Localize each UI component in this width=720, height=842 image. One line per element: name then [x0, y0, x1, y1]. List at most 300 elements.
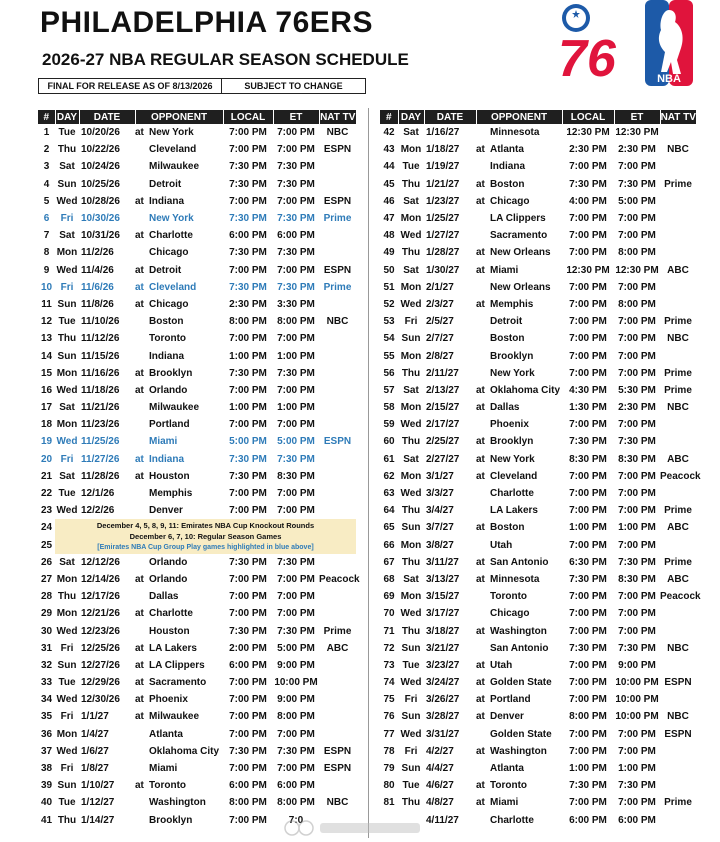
game-opponent: [476, 743, 562, 760]
national-tv: [319, 399, 356, 416]
game-number: 7: [43, 230, 50, 242]
game-day: Sun: [57, 659, 77, 671]
game-day: Mon: [400, 591, 422, 603]
game-row: [380, 451, 696, 468]
game-date: 12/14/26: [81, 573, 120, 585]
national-tv: [660, 760, 696, 777]
game-row: [38, 485, 356, 502]
local-time: 1:30 PM: [569, 402, 607, 414]
game-day: Thu: [401, 367, 421, 379]
opponent-name: Houston: [149, 470, 190, 482]
local-time: 7:00 PM: [569, 316, 607, 328]
opponent-name: Golden State: [490, 728, 552, 740]
et-time: 5:00 PM: [277, 436, 315, 448]
game-day: Sat: [59, 556, 75, 568]
game-date: 11/4/26: [81, 264, 114, 276]
et-time: 5:00 PM: [618, 195, 656, 207]
opponent-name: Chicago: [149, 298, 189, 310]
et-time: 7:30 PM: [618, 780, 656, 792]
national-tv: ESPN: [664, 728, 692, 740]
national-tv: [319, 296, 356, 313]
national-tv: [319, 674, 356, 691]
game-day: Mon: [400, 402, 422, 414]
game-row: [38, 640, 356, 657]
opponent-name: Miami: [490, 797, 519, 809]
national-tv: [319, 227, 356, 244]
national-tv: [319, 554, 356, 571]
local-time: 7:30 PM: [229, 281, 267, 293]
game-number: 47: [383, 213, 395, 225]
game-row: [380, 571, 696, 588]
local-time: 7:00 PM: [229, 677, 267, 689]
game-opponent: [476, 726, 562, 743]
game-opponent: [476, 657, 562, 674]
local-time: 7:00 PM: [229, 711, 267, 723]
game-day: Sun: [401, 522, 421, 534]
game-row: [380, 708, 696, 725]
game-opponent: [476, 141, 562, 158]
col-header-opponent: OPPONENT: [135, 110, 223, 124]
game-number: 53: [383, 316, 395, 328]
game-opponent: [476, 262, 562, 279]
away-marker: at: [476, 797, 485, 809]
local-time: 7:30 PM: [229, 625, 267, 637]
opponent-name: LA Lakers: [149, 642, 197, 654]
game-opponent: [476, 502, 562, 519]
local-time: 8:30 PM: [569, 453, 607, 465]
game-number: 65: [383, 522, 395, 534]
national-tv: [660, 605, 696, 622]
game-date: 1/16/27: [426, 127, 460, 139]
svg-text:76: 76: [558, 30, 616, 88]
local-time: 7:00 PM: [229, 608, 267, 620]
national-tv: NBC: [667, 144, 689, 156]
away-marker: at: [135, 711, 144, 723]
game-number: 71: [383, 625, 395, 637]
game-row: [380, 468, 696, 485]
game-date: 1/12/27: [81, 797, 115, 809]
et-time: 5:30 PM: [618, 384, 656, 396]
game-day: Mon: [400, 213, 422, 225]
game-day: Wed: [56, 505, 78, 517]
national-tv: ESPN: [323, 195, 352, 207]
local-time: 7:00 PM: [229, 591, 267, 603]
game-date: 1/8/27: [81, 763, 109, 775]
game-number: 54: [383, 333, 395, 345]
et-time: 7:00 PM: [277, 728, 315, 740]
local-time: 8:00 PM: [569, 711, 607, 723]
national-tv: [319, 416, 356, 433]
game-date: 2/17/27: [426, 419, 460, 431]
game-number: 26: [40, 556, 53, 568]
game-day: Sat: [59, 470, 75, 482]
table-header-row: [38, 110, 356, 124]
opponent-name: Dallas: [490, 402, 520, 414]
game-row: [38, 554, 356, 571]
national-tv: [319, 502, 356, 519]
et-time: 7:00 PM: [618, 505, 656, 517]
local-time: 7:00 PM: [569, 745, 607, 757]
game-day: Sat: [403, 195, 419, 207]
opponent-name: Portland: [490, 694, 531, 706]
game-day: Fri: [404, 745, 418, 757]
opponent-name: Chicago: [490, 195, 530, 207]
et-time: 10:00 PM: [615, 694, 659, 706]
game-opponent: [135, 691, 223, 708]
opponent-name: Indiana: [149, 195, 185, 207]
national-tv: NBC: [326, 797, 349, 809]
game-opponent: [135, 433, 223, 450]
game-opponent: [476, 382, 562, 399]
game-date: 1/27/27: [426, 230, 460, 242]
opponent-name: Dallas: [149, 591, 179, 603]
game-opponent: [135, 193, 223, 210]
game-day: Wed: [56, 625, 78, 637]
game-date: 1/30/27: [426, 264, 460, 276]
et-time: 7:00 PM: [618, 161, 656, 173]
game-day: Wed: [400, 298, 422, 310]
local-time: 7:00 PM: [229, 144, 267, 156]
game-date: 11/12/26: [81, 333, 120, 345]
local-time: 7:00 PM: [229, 419, 267, 431]
local-time: 1:00 PM: [229, 350, 267, 362]
national-tv: [660, 158, 696, 175]
national-tv: Prime: [323, 281, 352, 293]
local-time: 12:30 PM: [566, 127, 610, 139]
national-tv: [319, 605, 356, 622]
game-number: 79: [383, 763, 395, 775]
game-opponent: [135, 588, 223, 605]
et-time: 7:00 PM: [277, 419, 315, 431]
opponent-name: Orlando: [149, 556, 188, 568]
local-time: 7:00 PM: [229, 763, 267, 775]
local-time: 7:00 PM: [569, 161, 607, 173]
game-opponent: [135, 262, 223, 279]
game-day: Mon: [56, 573, 78, 585]
release-notes-box: [38, 78, 366, 94]
opponent-name: Houston: [149, 625, 190, 637]
game-day: Tue: [58, 316, 76, 328]
game-opponent: [476, 485, 562, 502]
game-number: 40: [40, 797, 53, 809]
game-opponent: [476, 124, 562, 141]
game-opponent: [135, 124, 223, 141]
game-row: [38, 399, 356, 416]
game-date: 11/25/26: [81, 436, 120, 448]
et-time: 7:0: [288, 814, 304, 826]
game-row: [38, 347, 356, 364]
game-opponent: [135, 210, 223, 227]
game-day: Fri: [60, 453, 74, 465]
game-opponent: [476, 296, 562, 313]
game-opponent: [476, 365, 562, 382]
game-day: Sat: [403, 127, 419, 139]
game-number: 63: [383, 488, 395, 500]
game-opponent: [476, 433, 562, 450]
opponent-name: Phoenix: [149, 694, 188, 706]
et-time: 7:30 PM: [277, 161, 315, 173]
local-time: 7:30 PM: [229, 367, 267, 379]
opponent-name: Indiana: [149, 350, 185, 362]
game-number: 38: [40, 763, 53, 775]
game-opponent: [476, 347, 562, 364]
game-opponent: [476, 812, 562, 829]
game-day: Tue: [58, 797, 76, 809]
sixers-76-logo: [556, 2, 628, 88]
game-opponent: [476, 537, 562, 554]
game-day: Thu: [401, 505, 421, 517]
et-time: 7:00 PM: [277, 505, 315, 517]
game-row: [380, 382, 696, 399]
et-time: 7:00 PM: [618, 745, 656, 757]
national-tv: [660, 124, 696, 141]
game-row: [380, 193, 696, 210]
national-tv: [319, 588, 356, 605]
et-time: 7:00 PM: [277, 384, 315, 396]
game-row: [38, 296, 356, 313]
et-time: 7:00 PM: [618, 625, 656, 637]
opponent-name: Chicago: [149, 247, 189, 259]
et-time: 7:30 PM: [618, 556, 656, 568]
et-time: 7:30 PM: [277, 556, 315, 568]
national-tv: ABC: [667, 522, 689, 534]
game-number: 76: [383, 711, 395, 723]
et-time: 7:30 PM: [618, 178, 656, 190]
national-tv: Prime: [323, 213, 352, 225]
game-date: 11/6/26: [81, 281, 114, 293]
opponent-name: Atlanta: [490, 763, 524, 775]
game-number: 44: [383, 161, 395, 173]
game-number: 29: [40, 608, 53, 620]
opponent-name: LA Lakers: [490, 505, 538, 517]
game-opponent: [476, 330, 562, 347]
game-row: [38, 158, 356, 175]
local-time: 1:00 PM: [569, 522, 607, 534]
opponent-name: Atlanta: [490, 144, 524, 156]
away-marker: at: [476, 625, 485, 637]
national-tv: ESPN: [323, 763, 352, 775]
local-time: 7:30 PM: [569, 780, 607, 792]
et-time: 7:00 PM: [277, 591, 315, 603]
away-marker: at: [135, 677, 144, 689]
game-date: 1/28/27: [426, 247, 460, 259]
game-number: 43: [383, 144, 395, 156]
game-opponent: [476, 519, 562, 536]
game-day: Wed: [400, 419, 422, 431]
game-date: 1/14/27: [81, 814, 115, 826]
game-day: Tue: [402, 161, 420, 173]
local-time: 7:30 PM: [229, 161, 267, 173]
et-time: 1:00 PM: [618, 522, 656, 534]
opponent-name: LA Clippers: [149, 659, 205, 671]
local-time: 7:00 PM: [569, 625, 607, 637]
away-marker: at: [135, 659, 144, 671]
et-time: 7:00 PM: [277, 333, 315, 345]
game-date: 11/8/26: [81, 298, 114, 310]
opponent-name: Phoenix: [490, 419, 529, 431]
game-opponent: [135, 176, 223, 193]
national-tv: ESPN: [323, 436, 352, 448]
game-date: 2/7/27: [426, 333, 454, 345]
local-time: 7:30 PM: [569, 573, 607, 585]
game-row: [38, 416, 356, 433]
local-time: 7:00 PM: [229, 728, 267, 740]
game-number: 59: [383, 419, 395, 431]
game-date: 2/25/27: [426, 436, 460, 448]
game-date: 3/28/27: [426, 711, 460, 723]
opponent-name: Charlotte: [149, 608, 193, 620]
game-row: [380, 124, 696, 141]
away-marker: at: [476, 247, 485, 259]
game-date: 2/15/27: [426, 402, 460, 414]
game-day: Wed: [56, 264, 78, 276]
game-row: [380, 760, 696, 777]
game-number: 15: [40, 367, 53, 379]
et-time: 7:30 PM: [277, 745, 315, 757]
away-marker: at: [476, 711, 485, 723]
national-tv: Prime: [664, 178, 692, 190]
game-date: 3/18/27: [426, 625, 460, 637]
note-line-2: December 6, 7, 10: Regular Season Games: [129, 532, 282, 541]
game-day: Tue: [58, 677, 76, 689]
et-time: 8:30 PM: [277, 470, 315, 482]
opponent-name: Brooklyn: [490, 436, 534, 448]
column-divider: [368, 108, 369, 838]
away-marker: at: [135, 281, 144, 293]
game-opponent: [476, 416, 562, 433]
game-number: 9: [43, 264, 50, 276]
game-date: 12/27/26: [81, 659, 120, 671]
game-number: 50: [383, 264, 395, 276]
away-marker: at: [476, 144, 485, 156]
game-day: Mon: [400, 281, 422, 293]
game-number: 61: [383, 453, 395, 465]
national-tv: [319, 347, 356, 364]
opponent-name: New York: [490, 367, 535, 379]
local-time: 7:30 PM: [229, 247, 267, 259]
game-row: [380, 433, 696, 450]
game-day: Fri: [60, 711, 74, 723]
et-time: 7:00 PM: [277, 195, 315, 207]
national-tv: NBC: [667, 333, 689, 345]
et-time: 7:00 PM: [618, 797, 656, 809]
local-time: 7:30 PM: [229, 453, 267, 465]
game-opponent: [135, 726, 223, 743]
game-day: Sun: [57, 780, 77, 792]
national-tv: [319, 382, 356, 399]
game-row: [380, 537, 696, 554]
local-time: 7:00 PM: [229, 195, 267, 207]
game-number: 39: [40, 780, 53, 792]
game-opponent: [476, 451, 562, 468]
game-number: 3: [43, 161, 50, 173]
national-tv: Prime: [664, 316, 692, 328]
local-time: 7:00 PM: [569, 281, 607, 293]
national-tv: ABC: [667, 453, 689, 465]
local-time: 7:00 PM: [569, 591, 607, 603]
national-tv: [319, 176, 356, 193]
away-marker: at: [476, 659, 485, 671]
game-row: [38, 794, 356, 811]
away-marker: at: [476, 402, 485, 414]
game-row: [38, 760, 356, 777]
et-time: 7:00 PM: [277, 573, 315, 585]
game-opponent: [476, 158, 562, 175]
game-number: 58: [383, 402, 395, 414]
away-marker: at: [135, 642, 144, 654]
opponent-name: Oklahoma City: [149, 745, 220, 757]
away-marker: at: [135, 384, 144, 396]
game-day: Wed: [56, 694, 78, 706]
game-number: 21: [40, 470, 53, 482]
game-date: 3/3/27: [426, 488, 454, 500]
et-time: 8:00 PM: [618, 247, 656, 259]
national-tv: [319, 330, 356, 347]
game-number: 48: [383, 230, 395, 242]
et-time: 7:00 PM: [277, 144, 315, 156]
game-opponent: [476, 399, 562, 416]
game-number: 31: [40, 642, 53, 654]
game-opponent: [135, 313, 223, 330]
game-row: [38, 605, 356, 622]
national-tv: Peacock: [660, 470, 701, 482]
national-tv: [319, 451, 356, 468]
game-date: 11/23/26: [81, 419, 120, 431]
game-opponent: [476, 210, 562, 227]
game-day: Thu: [57, 591, 77, 603]
game-opponent: [135, 674, 223, 691]
national-tv: ABC: [667, 573, 689, 585]
nba-logo: [645, 0, 693, 86]
game-opponent: [135, 468, 223, 485]
game-number: 23: [40, 505, 53, 517]
et-time: 7:30 PM: [618, 436, 656, 448]
game-row: [380, 227, 696, 244]
game-opponent: [135, 657, 223, 674]
game-opponent: [135, 451, 223, 468]
et-time: 1:00 PM: [618, 763, 656, 775]
national-tv: [660, 227, 696, 244]
et-time: 10:00 PM: [615, 677, 659, 689]
local-time: 7:00 PM: [229, 814, 267, 826]
local-time: 6:00 PM: [229, 230, 267, 242]
game-day: Sun: [401, 642, 421, 654]
local-time: 7:00 PM: [569, 505, 607, 517]
game-date: 2/5/27: [426, 316, 454, 328]
game-row: [38, 227, 356, 244]
local-time: 7:00 PM: [569, 728, 607, 740]
national-tv: ESPN: [323, 745, 352, 757]
game-day: Sat: [59, 161, 75, 173]
game-day: Tue: [402, 780, 420, 792]
national-tv: [319, 158, 356, 175]
game-number: 80: [383, 780, 395, 792]
game-opponent: [135, 244, 223, 261]
game-day: Mon: [56, 728, 78, 740]
local-time: 7:00 PM: [569, 797, 607, 809]
game-date: 3/1/27: [426, 470, 454, 482]
game-date: 12/23/26: [81, 625, 120, 637]
et-time: 2:30 PM: [618, 144, 656, 156]
local-time: 2:30 PM: [229, 298, 267, 310]
opponent-name: Miami: [490, 264, 519, 276]
et-time: 7:00 PM: [277, 608, 315, 620]
game-row: [38, 468, 356, 485]
opponent-name: Miami: [149, 436, 178, 448]
game-opponent: [135, 365, 223, 382]
game-number: 18: [40, 419, 53, 431]
et-time: 7:00 PM: [277, 127, 315, 139]
